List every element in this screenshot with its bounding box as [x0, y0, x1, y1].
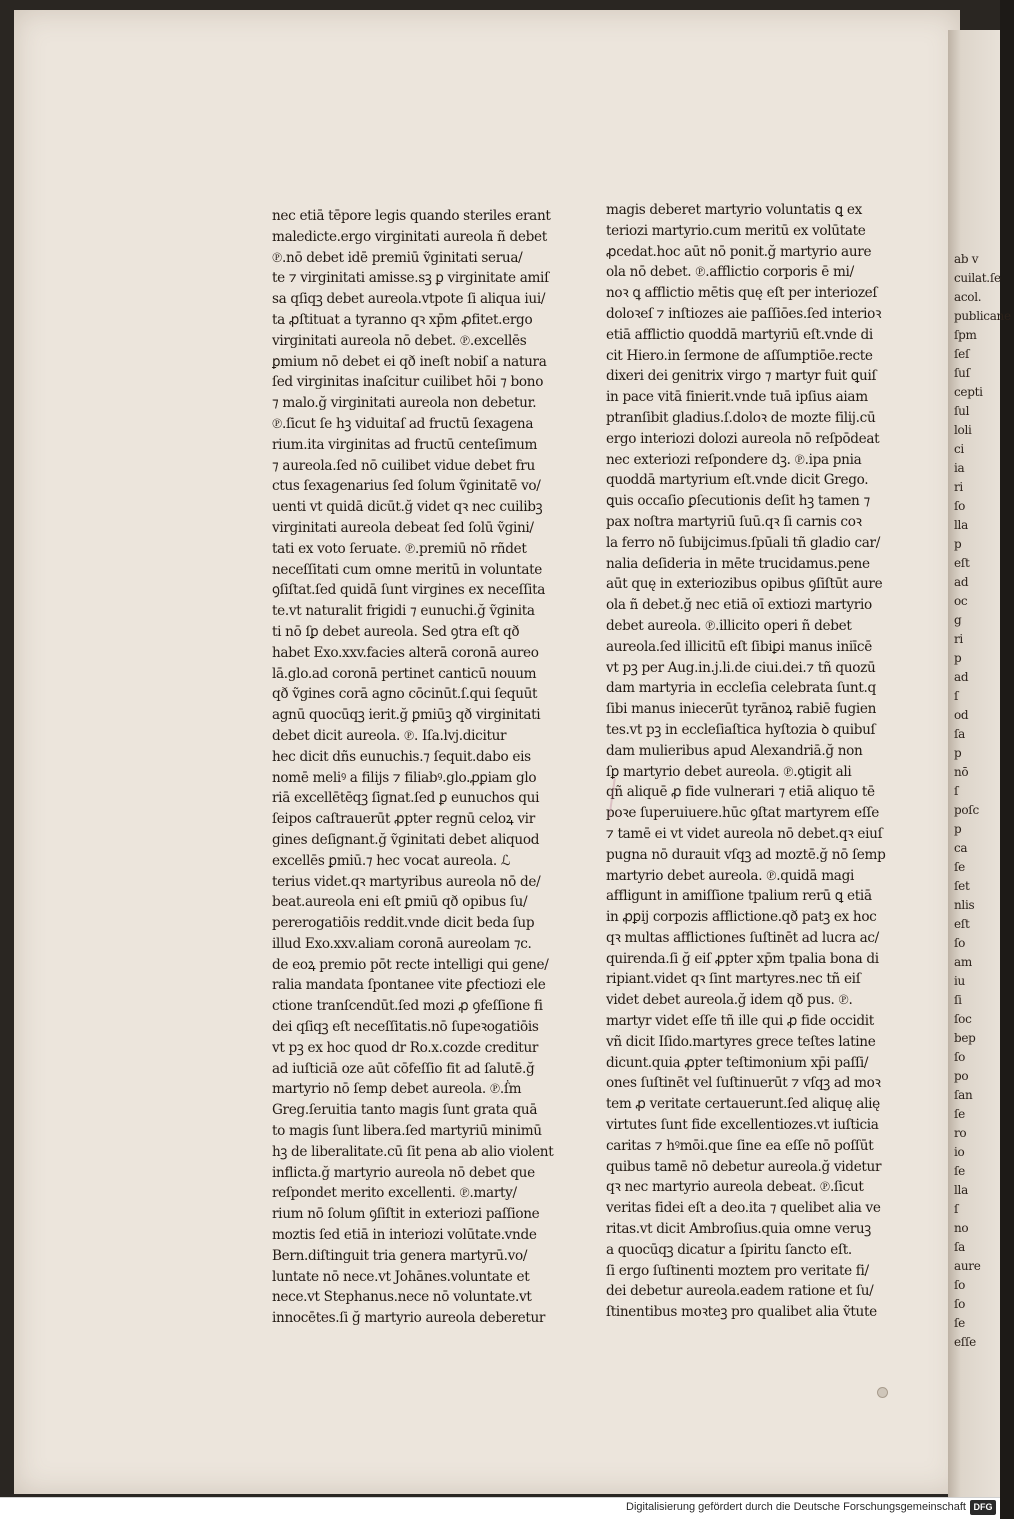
text-line: lā.glo.ad coronā pertinet canticū nouum	[272, 665, 537, 682]
text-line: Greg.ſeruitia tanto magis ſunt grata quā	[272, 1102, 538, 1119]
text-line: ſibi manus iniecerūt tyrānoꝝ rabiē fugien	[606, 701, 877, 718]
facing-page-line: p	[954, 746, 962, 760]
text-line: hec dicit dñs eunuchis.⁊ ſequit.dabo eis	[272, 748, 531, 765]
text-line: dixeri dei genitrix virgo ⁊ martyr fuit ꝗuiſ	[606, 368, 877, 385]
text-line: affligunt in amiſſione tpalium rerū ꝗ etiā	[606, 888, 872, 905]
facing-page-line: cuilat.ſe	[954, 271, 1001, 285]
facing-page-line: ſpm	[954, 328, 977, 342]
text-line: ctione tranſcendūt.ſed mozi ꝓ ꝯfeſſione fi	[272, 998, 543, 1015]
facing-page-line: ſ	[954, 784, 959, 798]
text-line: veritas fidei eſt a deo.ita ⁊ quelibet alia ve	[606, 1200, 881, 1217]
text-line: noꝛ ꝗ afflictio mētis quę eſt per interiozeſ	[606, 285, 878, 302]
facing-page-line: eſt	[954, 917, 970, 931]
text-line: nalia deſideria in mēte trucidamus.pene	[606, 555, 870, 572]
text-line: agnū quocūqꝫ ierit.ğ ꝑmiūꝫ qð virginitati	[272, 707, 541, 724]
facing-page-line: ſa	[954, 727, 965, 741]
facing-page-line: iu	[954, 974, 965, 988]
text-line: nomē meliꝰ a filijs ⁊ filiabꝰ.glo.ꝓꝑiam glo	[272, 769, 537, 786]
facing-page-line: acol.	[954, 290, 982, 304]
text-line: beat.aureola eni eſt ꝑmiū qð opibus ſu/	[272, 894, 528, 911]
text-line: ꝑmium nō debet ei qð ineſt nobiſ a natura	[272, 353, 547, 370]
text-line: neceſſitati cum omne meritū in voluntate	[272, 561, 542, 578]
text-line: ſꝑ martyrio debet aureola. ℗.ꝯtigit ali	[606, 763, 852, 780]
facing-page-line: ab v	[954, 252, 979, 266]
text-line: te ⁊ virginitati amisse.sꝫ ꝑ virginitate amiſ	[272, 270, 549, 287]
facing-page-line: ſo	[954, 499, 966, 513]
facing-page-line: oc	[954, 594, 968, 608]
facing-page-line: ca	[954, 841, 968, 855]
text-line: qñ aliquē ꝓ fide vulnerari ⁊ etiā aliquo tē	[606, 784, 875, 801]
text-line: ta ꝓſtituat a tyranno qꝛ xp̄m ꝓfitet.ergo	[272, 311, 533, 328]
paper-hole	[877, 1387, 888, 1398]
text-line: martyrio debet aureola. ℗.quidā magi	[606, 867, 854, 884]
dfg-logo: DFG	[970, 1500, 996, 1515]
text-line: la ferro nō ſubijcimus.ſpūali tñ gladio car/	[606, 534, 880, 551]
text-line: cit Hiero.in ſermone de aſſumptiōe.recte	[606, 347, 873, 364]
text-line: illud Exo.xxv.aliam coronā aureolam ⁊c.	[272, 935, 532, 952]
text-line: dicunt.quia ꝓpter teſtimonium xp̄i paſſi/	[606, 1054, 869, 1071]
facing-page-line: ſo	[954, 1050, 966, 1064]
text-line: ralia mandata ſpontanee vite ꝑfectiozi ele	[272, 977, 546, 994]
text-line: ℗.ſicut ſe hꝫ viduitaſ ad fructū ſexagena	[272, 415, 534, 432]
facing-page-line: nlis	[954, 898, 975, 912]
facing-page-line: ſe	[954, 1316, 965, 1330]
text-line: ℗.nō debet idē premiū ṽginitati serua/	[272, 249, 523, 266]
text-line: quoddā martyrium eſt.vnde dicit Grego.	[606, 472, 869, 489]
text-line: sa qſiqꝫ debet aureola.vtpote ſi aliqua iui/	[272, 291, 546, 308]
right-text-column	[606, 200, 956, 1323]
text-line: ola ñ debet.ğ nec etiā oī extiozi martyrio	[606, 597, 872, 614]
facing-page-line: eſſe	[954, 1335, 976, 1349]
facing-page-line: ſe	[954, 860, 965, 874]
text-line: martyrio nō ſemp debet aureola. ℗.ẛm	[272, 1081, 522, 1098]
text-line: pugna nō durauit vſqꝫ ad moztē.ğ nō ſemp	[606, 846, 886, 863]
text-line: ripiant.videt qꝛ ſint martyres.nec tñ eiſ	[606, 971, 861, 988]
facing-page-line: p	[954, 651, 962, 665]
text-line: videt debet aureola.ğ idem qð pus. ℗.	[606, 992, 853, 1009]
text-line: riā excellētēqꝫ ſignat.ſed ꝑ eunuchos qui	[272, 790, 540, 807]
facing-page-line: cepti	[954, 385, 983, 399]
text-line: ad iuſticiā oze aūt cōfeſſio fit ad ſalutē.ğ	[272, 1060, 535, 1077]
text-line: de eoꝝ premio pōt recte intelligi qui gene/	[272, 956, 549, 973]
text-line: ſtinentibus moꝛteꝫ pro qualibet alia ṽtute	[606, 1304, 877, 1321]
text-line: debet dicit aureola. ℗. Iſa.lvj.dicitur	[272, 727, 507, 744]
facing-page-line: ci	[954, 442, 964, 456]
text-line: tati ex voto ſeruate. ℗.premiū nō rñdet	[272, 540, 527, 557]
text-line: etiā afflictio quoddā martyriū eſt.vnde di	[606, 326, 873, 343]
text-line: caritas ⁊ hꝰmōi.que ſine ea eſſe nō poſſūt	[606, 1137, 874, 1154]
text-line: terius videt.qꝛ martyribus aureola nō de/	[272, 873, 541, 890]
text-line: quibus tamē nō debetur aureola.ğ videtur	[606, 1158, 882, 1175]
text-line: qð ṽgines corā agno cōcinūt.ſ.qui ſequūt	[272, 686, 538, 703]
text-line: nec exteriozi reſpondere dꝫ. ℗.ipa pnia	[606, 451, 862, 468]
text-line: virtutes ſunt fide excellentiozes.vt iuſticia	[606, 1117, 879, 1134]
text-line: ergo interiozi dolozi aureola nō reſpōdeat	[606, 430, 880, 447]
facing-page-line: ſo	[954, 1297, 966, 1311]
text-line: in pace vitā finierit.vnde tuā ipſius aiam	[606, 389, 868, 406]
text-line: Bern.diſtinguit tria genera martyrū.vo/	[272, 1247, 528, 1264]
text-line: virginitati aureola debeat ſed ſolū ṽgini/	[272, 519, 534, 536]
facing-page-line: ri	[954, 480, 963, 494]
text-line: ⁊ tamē ei vt videt aureola nō debet.qꝛ eiuſ	[606, 825, 883, 842]
text-line: ſi ergo ſuſtinenti moztem pro veritate fi/	[606, 1262, 869, 1279]
text-line: hꝫ de liberalitate.cū ſit pena ab alio violent	[272, 1143, 554, 1160]
text-line: ti nō ſꝑ debet aureola. Sed ꝯtra eſt qð	[272, 623, 520, 640]
facing-page-line: no	[954, 1221, 969, 1235]
text-line: vt pꝫ ex hoc quod dr Ro.x.cozde creditur	[272, 1039, 539, 1056]
text-line: pererogatiōis reddit.vnde dicit beda ſup	[272, 915, 535, 932]
text-line: tes.vt pꝫ in eccleſiaſtica hyſtozia ꝺ quibuſ	[606, 721, 876, 738]
text-line: quirenda.ſi ğ eiſ ꝓpter xp̄m tpalia bona di	[606, 950, 879, 967]
text-line: maledicte.ergo virginitati aureola ñ debet	[272, 228, 547, 245]
facing-page-line: ia	[954, 461, 965, 475]
facing-page-line: ſul	[954, 404, 970, 418]
text-line: dei debetur aureola.eadem ratione et ſu/	[606, 1283, 874, 1300]
book-page	[14, 10, 960, 1494]
facing-page-line: bep	[954, 1031, 976, 1045]
text-line: ctus ſexagenarius ſed ſolum ṽginitatē vo/	[272, 478, 541, 495]
facing-page-edge	[948, 30, 1011, 1497]
facing-page-line: ſan	[954, 1088, 973, 1102]
text-line: ⁊ malo.ğ virginitati aureola non debetur.	[272, 395, 537, 412]
footer-bar	[0, 1497, 1000, 1519]
text-line: in ꝓꝑij corpozis afflictione.qð patꝫ ex hoc	[606, 909, 877, 926]
text-line: ſed virginitas inaſcitur cuilibet hōi ⁊ bono	[272, 374, 544, 391]
text-line: ꝓcedat.hoc aūt nō ponit.ğ martyrio aure	[606, 243, 872, 260]
facing-page-line: aure	[954, 1259, 981, 1273]
facing-page-line: ſuſ	[954, 366, 970, 380]
text-line: debet aureola. ℗.illicito operi ñ debet	[606, 617, 852, 634]
text-line: dam martyria in eccleſia celebrata ſunt.q	[606, 680, 876, 697]
facing-page-line: ſeſ	[954, 347, 970, 361]
text-line: qꝛ multas afflictiones ſuſtinēt ad lucra ac/	[606, 929, 879, 946]
text-line: ꝯſiſtat.ſed quidā ſunt virgines ex neceſſita	[272, 582, 546, 599]
text-line: innocētes.ſi ğ martyrio aureola deberetur	[272, 1310, 546, 1327]
text-line: pax noſtra martyriū ſuū.qꝛ ſi carnis coꝛ	[606, 513, 862, 530]
text-line: uenti vt quidā dicūt.ğ videt qꝛ nec cuilibꝫ	[272, 499, 543, 516]
facing-page-line: lla	[954, 518, 968, 532]
text-line: ꝗuis occaſio ꝑſecutionis deſit hꝫ tamen ⁊	[606, 493, 870, 510]
facing-page-line: ad	[954, 575, 969, 589]
facing-page-line: ad	[954, 670, 969, 684]
text-line: rium.ita virginitas ad fructū centeſimum	[272, 436, 538, 453]
text-line: inflicta.ğ martyrio aureola nō debet que	[272, 1164, 535, 1181]
facing-page-line: ſoc	[954, 1012, 972, 1026]
text-line: luntate nō nece.vt Johānes.voluntate et	[272, 1268, 530, 1285]
facing-page-line: ſ	[954, 689, 959, 703]
text-line: nece.vt Stephanus.nece nō voluntate.vt	[272, 1289, 532, 1306]
text-line: ritas.vt dicit Ambroſius.quia omne veruꝫ	[606, 1221, 871, 1238]
facing-page-line: publicane	[954, 309, 1011, 323]
text-line: ola nō debet. ℗.afflictio corporis ē mi/	[606, 264, 854, 281]
text-line: a quocūqꝫ dicatur a ſpiritu ſancto eſt.	[606, 1241, 852, 1258]
text-line: habet Exo.xxv.facies alterā coronā aureo	[272, 644, 539, 661]
facing-page-line: ſo	[954, 936, 966, 950]
facing-page-line: ſe	[954, 1164, 965, 1178]
text-line: excellēs ꝑmiū.⁊ hec vocat aureola. ℒ	[272, 852, 511, 869]
facing-page-text	[954, 250, 1014, 1352]
text-line: ⁊ aureola.ſed nō cuilibet vidue debet fru	[272, 457, 535, 474]
facing-page-line: ſi	[954, 993, 962, 1007]
facing-page-line: ſa	[954, 1240, 965, 1254]
facing-page-line: od	[954, 708, 969, 722]
text-line: reſpondet merito excellenti. ℗.marty/	[272, 1185, 517, 1202]
text-line: dam mulieribus apud Alexandriā.ğ non	[606, 742, 863, 759]
facing-page-line: ro	[954, 1126, 967, 1140]
text-line: aūt quę in exteriozibus opibus ꝯſiſtūt aure	[606, 576, 883, 593]
text-line: te.vt naturalit frigidi ⁊ eunuchi.ğ ṽginita	[272, 603, 535, 620]
text-line: gines deſignant.ğ ṽginitati debet aliquod	[272, 831, 540, 848]
text-line: doloꝛeſ ⁊ inſtiozes aie paſſiōes.ſed interioꝛ	[606, 305, 882, 322]
text-line: virginitati aureola nō debet. ℗.excellēs	[272, 332, 527, 349]
text-line: poꝛe ſuperuiuere.hūc ꝯſtat martyrem eſſe	[606, 805, 879, 822]
facing-page-line: p	[954, 537, 962, 551]
text-line: martyr videt eſſe tñ ille qui ꝓ fide occidit	[606, 1013, 874, 1030]
text-line: dei qſiqꝫ eſt neceſſitatis.nō ſupeꝛogatiōis	[272, 1019, 539, 1036]
text-line: teriozi martyrio.cum meritū ex volūtate	[606, 222, 866, 239]
footer-credit: Digitalisierung gefördert durch die Deutsche Forschungsgemeinschaft	[626, 1501, 966, 1513]
text-line: to magis ſunt libera.ſed martyriū minimū	[272, 1123, 542, 1140]
facing-page-line: ſet	[954, 879, 970, 893]
left-text-column	[272, 206, 608, 1329]
text-line: magis deberet martyrio voluntatis ꝗ ex	[606, 202, 862, 218]
text-line: tem ꝓ veritate certauerunt.ſed aliquę alię	[606, 1096, 880, 1113]
facing-page-line: ſ	[954, 1202, 959, 1216]
text-line: nec etiā tēpore legis quando steriles erant	[272, 208, 551, 224]
text-line: aureola.ſed illicitū eſt ſibiꝑi manus iniīcē	[606, 638, 872, 655]
text-line: ptranſibit gladius.ſ.doloꝛ de mozte filij.cū	[606, 409, 876, 426]
facing-page-line: ſe	[954, 1107, 965, 1121]
facing-page-line: ri	[954, 632, 963, 646]
facing-page-line: loli	[954, 423, 972, 437]
facing-page-line: po	[954, 1069, 969, 1083]
text-line: vñ dicit Iſido.martyres grece teſtes latine	[606, 1033, 876, 1050]
facing-page-line: poſc	[954, 803, 979, 817]
facing-page-line: io	[954, 1145, 965, 1159]
text-line: ones ſuſtinēt vel ſuſtinuerūt ⁊ vſqꝫ ad moꝛ	[606, 1075, 881, 1092]
text-line: moztis ſed etiā in interiozi volūtate.vnde	[272, 1227, 537, 1244]
text-line: qꝛ nec martyrio aureola debeat. ℗.ſicut	[606, 1179, 864, 1196]
facing-page-line: g	[954, 613, 962, 627]
facing-page-line: eſt	[954, 556, 970, 570]
facing-page-line: lla	[954, 1183, 968, 1197]
text-line: ſeipos caſtrauerūt ꝓpter regnū celoꝝ vir	[272, 811, 535, 828]
facing-page-line: nō	[954, 765, 969, 779]
text-line: vt pꝫ per Aug.in.j.li.de ciui.dei.⁊ tñ quozū	[606, 659, 876, 676]
facing-page-line: ſo	[954, 1278, 966, 1292]
facing-page-line: p	[954, 822, 962, 836]
text-line: rium nō ſolum ꝯſiſtit in exteriozi paſſione	[272, 1206, 540, 1223]
facing-page-line: am	[954, 955, 972, 969]
